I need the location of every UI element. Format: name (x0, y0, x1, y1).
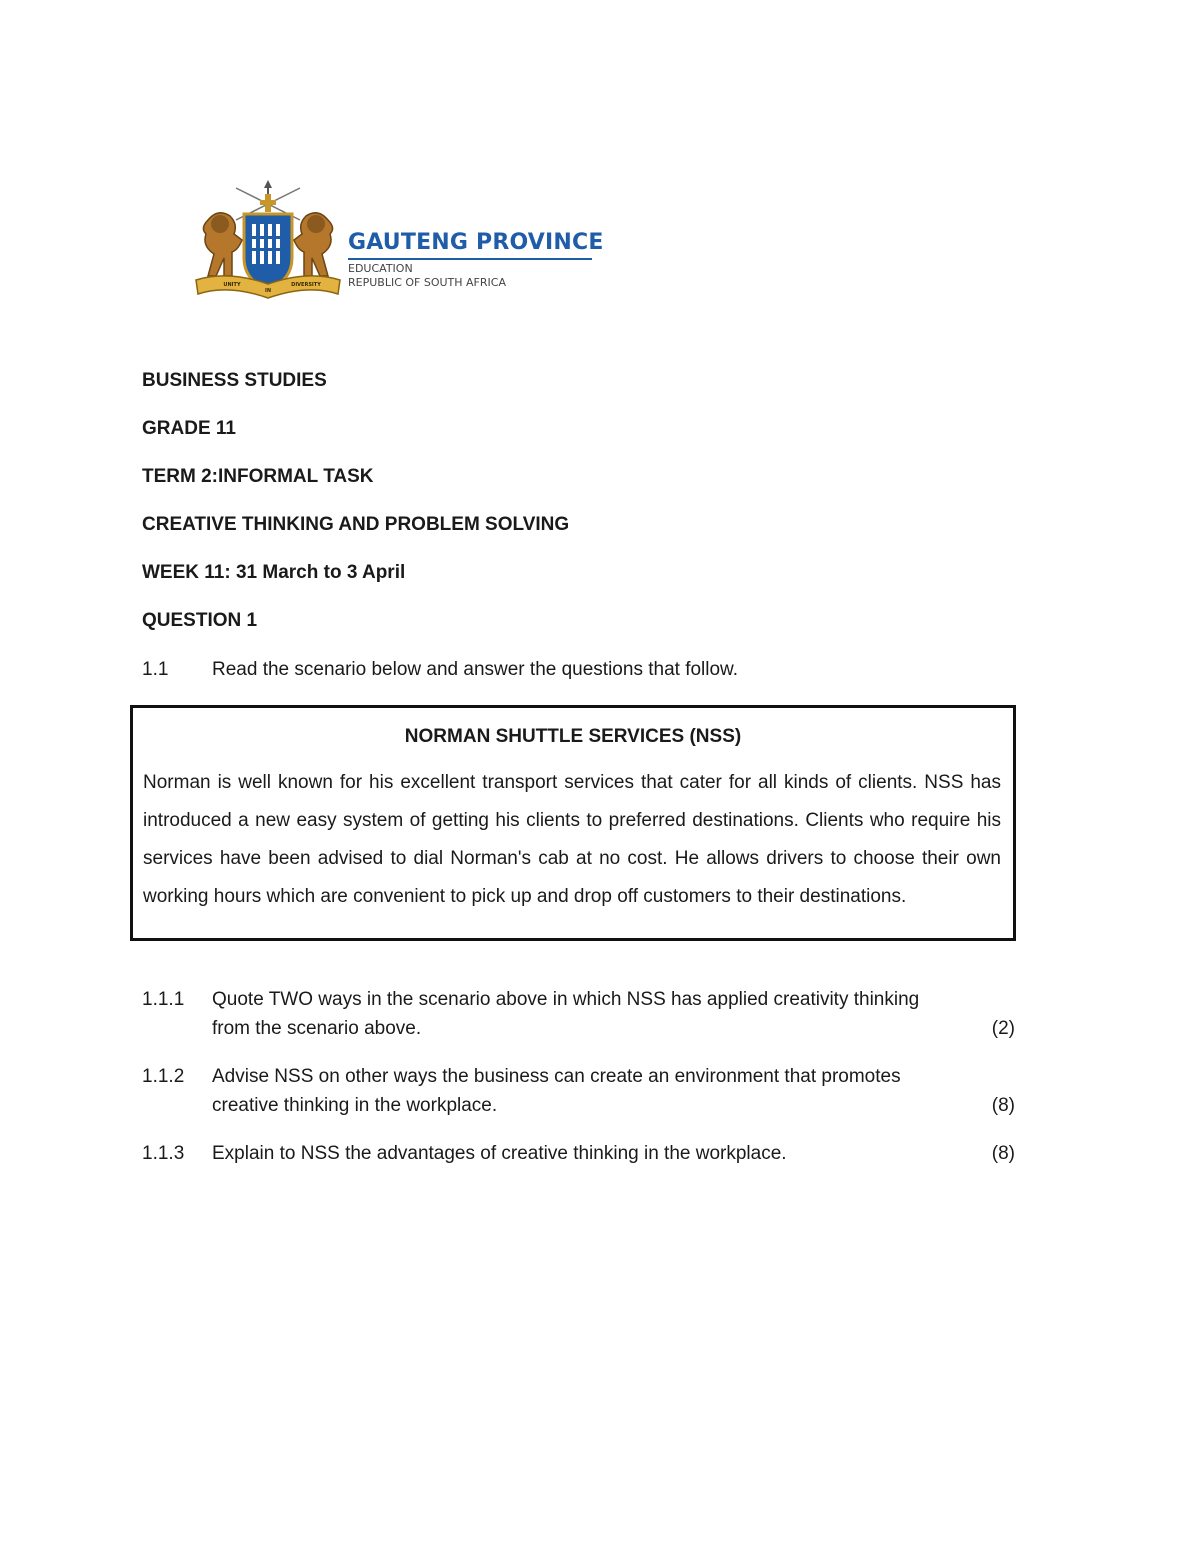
question-number: 1.1.1 (142, 989, 185, 1010)
question-marks: (2) (991, 1018, 1015, 1039)
question-text-line: creative thinking in the workplace. (212, 1095, 498, 1116)
motto-mid: IN (264, 288, 272, 294)
question-number: 1.1.2 (142, 1066, 185, 1087)
question-number: 1.1.3 (142, 1143, 185, 1164)
scenario-body: Norman is well known for his excellent transport services that cater for all kinds of clients. NSS has introduced a new easy system of getting his clients to preferred destinations. Clients who require his services have been advised to dial Norman's cab at no cost. He allows drivers to choose their own working hours which are convenient to pick up and drop off customers to their destinations. (143, 772, 1001, 907)
grade-heading: GRADE 11 (142, 418, 236, 439)
question-text-line: Advise NSS on other ways the business can create an environment that promotes (212, 1066, 901, 1087)
gauteng-logo (188, 180, 608, 300)
intro-text: Read the scenario below and answer the questions that follow. (212, 659, 738, 680)
scenario-title: NORMAN SHUTTLE SERVICES (NSS) (404, 726, 742, 747)
org-name: GAUTENG PROVINCE (348, 230, 604, 255)
question-text-line: Quote TWO ways in the scenario above in which NSS has applied creativity thinking (212, 989, 920, 1010)
motto-right: DIVERSITY (291, 282, 321, 288)
question-marks: (8) (991, 1095, 1015, 1116)
question-heading: QUESTION 1 (142, 610, 258, 631)
org-country: REPUBLIC OF SOUTH AFRICA (348, 276, 506, 289)
week-heading: WEEK 11: 31 March to 3 April (142, 562, 406, 583)
org-name-underline (348, 258, 592, 260)
motto-left: UNITY (223, 282, 241, 288)
question-text-line: Explain to NSS the advantages of creative thinking in the workplace. (212, 1143, 787, 1164)
question-text-line: from the scenario above. (212, 1018, 422, 1039)
subject-heading: BUSINESS STUDIES (142, 370, 327, 391)
term-heading: TERM 2:INFORMAL TASK (142, 466, 374, 487)
intro-number: 1.1 (142, 659, 169, 680)
topic-heading: CREATIVE THINKING AND PROBLEM SOLVING (142, 514, 570, 535)
scenario-box (130, 705, 1016, 941)
coat-of-arms-icon (188, 180, 348, 300)
org-department: EDUCATION (348, 262, 413, 275)
question-marks: (8) (991, 1143, 1015, 1164)
